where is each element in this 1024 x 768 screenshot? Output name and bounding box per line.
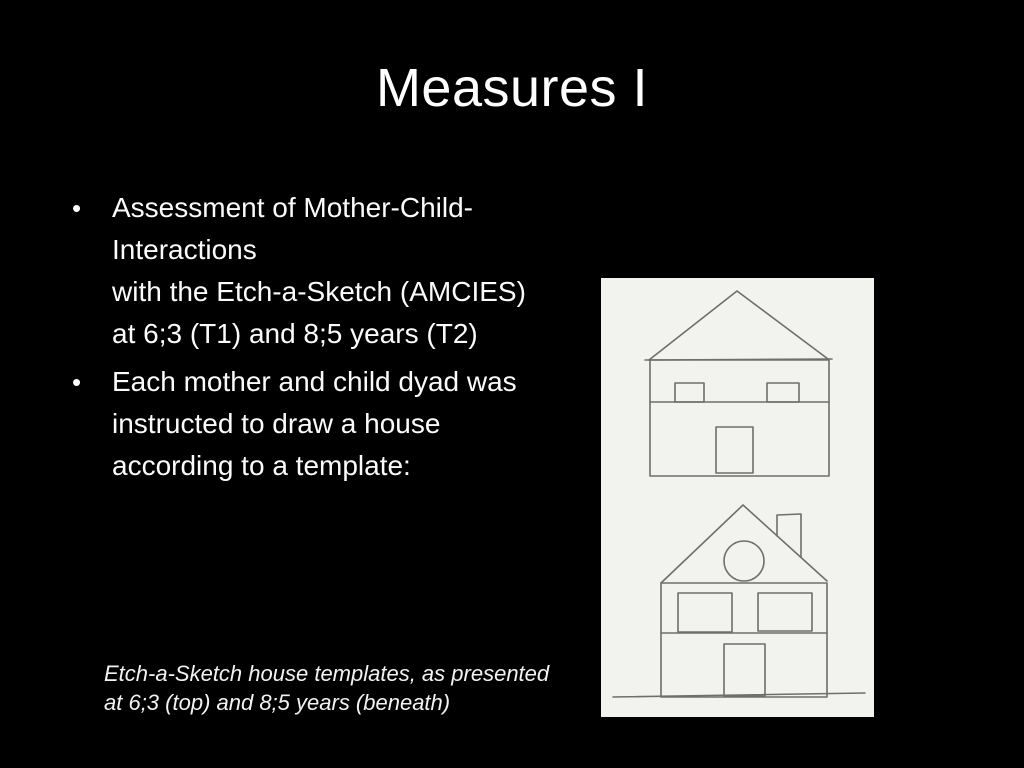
door (724, 644, 765, 696)
bullet-list (72, 187, 612, 487)
chimney (777, 514, 801, 557)
caption-line: Etch-a-Sketch house templates, as presented (104, 661, 550, 686)
house-templates-drawing (601, 278, 874, 717)
slide-title: Measures I (375, 58, 649, 118)
roof (649, 291, 828, 360)
house-body (650, 360, 829, 476)
bullet-line: according to a template: (112, 450, 411, 481)
bullet-line: Each mother and child dyad was (112, 366, 517, 397)
attic-round-window (724, 541, 764, 581)
roof (661, 505, 827, 583)
house-template-top-6-3 (645, 291, 832, 476)
bullet-line: Assessment of Mother-Child-Interactions (112, 192, 474, 265)
window-left (678, 593, 732, 632)
figure-caption (104, 659, 584, 717)
bullet-icon: • (72, 367, 82, 397)
bullet-item-dyad-task (72, 361, 612, 487)
window-right (767, 383, 799, 402)
bullet-line: with the Etch-a-Sketch (AMCIES) (112, 276, 526, 307)
bullet-icon: • (72, 193, 82, 223)
bullet-text (112, 361, 612, 487)
house-body (661, 583, 827, 697)
house-template-bottom-8-5 (613, 505, 865, 697)
window-right (758, 593, 812, 631)
bullet-line: at 6;3 (T1) and 8;5 years (T2) (112, 318, 478, 349)
caption-line: at 6;3 (top) and 8;5 years (beneath) (104, 690, 451, 715)
bullet-line: instructed to draw a house (112, 408, 441, 439)
bullet-item-amcies (72, 187, 612, 355)
door (716, 427, 753, 473)
window-left (675, 383, 704, 402)
house-templates-figure (601, 278, 874, 717)
bullet-text (112, 187, 612, 355)
